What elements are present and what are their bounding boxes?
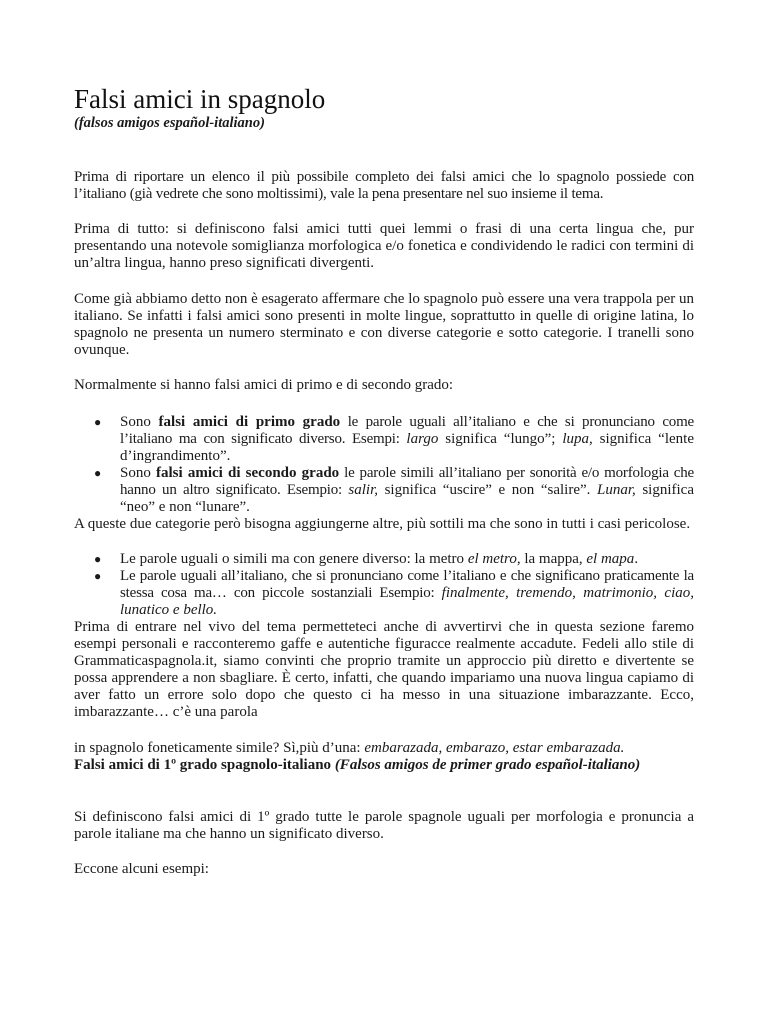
section-heading-spanish: (Falsos amigos de primer grado español-italiano) (334, 757, 641, 773)
example-word: el mapa (586, 551, 635, 567)
bullet-icon: ● (94, 415, 102, 429)
after-list-paragraph: A queste due categorie però bisogna aggiungerne altre, più sottili ma che sono in tutti i casi pericolose. (74, 516, 691, 532)
other-categories-list (74, 551, 694, 619)
term-second-degree: falsi amici di secondo grado (156, 465, 340, 481)
examples-intro: Eccone alcuni esempi: (74, 861, 209, 877)
example-word: el metro (467, 551, 517, 567)
degree-list (74, 414, 694, 516)
example-words: embarazada, embarazo, estar embarazada. (364, 740, 625, 756)
bullet-icon: ● (94, 466, 102, 480)
similar-word-line: in spagnolo foneticamente simile? Sì,più d’una: embarazada, embarazo, estar embarazada. (74, 740, 625, 756)
list-item: ● Sono falsi amici di secondo grado le parole simili all’italiano per sonorità e/o morfologia che hanno un altro significato. Esempio: salir, significa “uscire” e non “salire”. Lunar, significa “neo” e non “lunare”. (94, 465, 694, 515)
definition-paragraph: Si definiscono falsi amici di 1º grado tutte le parole spagnole uguali per morfologia e pronuncia a parole italiane ma che hanno un significato diverso. (74, 809, 694, 842)
list-item: ● Le parole uguali o simili ma con genere diverso: la metro el metro, la mappa, el mapa. (94, 551, 639, 567)
example-word: largo (406, 431, 439, 447)
intro-paragraph-3: Come già abbiamo detto non è esagerato affermare che lo spagnolo può essere una vera trappola per un italiano. Se infatti i falsi amici sono presenti in molte lingue, soprattutto in quelle di origine latina, lo spagnolo ne presenta un numero sterminato e con diverse categorie e sotto categorie. I tranelli sono ovunque. (74, 291, 694, 358)
warning-paragraph: Prima di entrare nel vivo del tema permetteteci anche di avvertirvi che in questa sezione faremo esempi personali e racconteremo gaffe e autentiche figuracce realmente accadute. Fedeli allo stile di Grammaticaspagnola.it, siamo convinti che proprio tramite un approccio più diretto e divertente se possa apprendere a non sbagliare. È certo, infatti, che quando impariamo una nuova lingua capiamo di aver fatto un errore solo dopo che questo ci ha messo in una situazione imbarazzante. Ecco, imbarazzante… c’è una parola (74, 619, 694, 720)
example-word: lupa, (562, 431, 593, 447)
term-first-degree: falsi amici di primo grado (158, 414, 341, 430)
section-heading: Falsi amici di 1º grado spagnolo-italiano (Falsos amigos de primer grado español-italiano) (74, 757, 641, 773)
list-item: ● Sono falsi amici di primo grado le parole uguali all’italiano e che si pronunciano come l’italiano ma con significato diverso. Esempi: largo significa “lungo”; lupa, significa “lente d’ingrandimento”. (94, 414, 695, 464)
page-subtitle: (falsos amigos español-italiano) (74, 115, 265, 131)
intro-paragraph-2: Prima di tutto: si definiscono falsi amici tutti quei lemmi o frasi di una certa lingua che, pur presentando una notevole somiglianza morfologica e/o fonetica e condividendo le radici con termini di un’altra lingua, hanno preso significati divergenti. (74, 221, 694, 271)
intro-paragraph-1: Prima di riportare un elenco il più possibile completo dei falsi amici che lo spagnolo possiede con l’italiano (già vedrete che sono moltissimi), vale la pena presentare nel suo insieme il tema. (74, 169, 694, 202)
example-word: salir, (348, 482, 378, 498)
example-words: finalmente, tremendo, matrimonio, ciao, lunatico e bello. (120, 585, 694, 618)
example-word: Lunar, (596, 482, 636, 498)
intro-paragraph-4: Normalmente si hanno falsi amici di primo e di secondo grado: (74, 377, 454, 393)
bullet-icon: ● (94, 569, 102, 583)
list-item: ● Le parole uguali all’italiano, che si pronunciano come l’italiano e che significano praticamente la stessa cosa ma… con piccole sostanziali Esempio: finalmente, tremendo, matrimonio, ciao, lunatico e bello. (94, 568, 694, 618)
document-page (74, 84, 694, 878)
page-title: Falsi amici in spagnolo (74, 84, 326, 114)
bullet-icon: ● (94, 552, 102, 566)
